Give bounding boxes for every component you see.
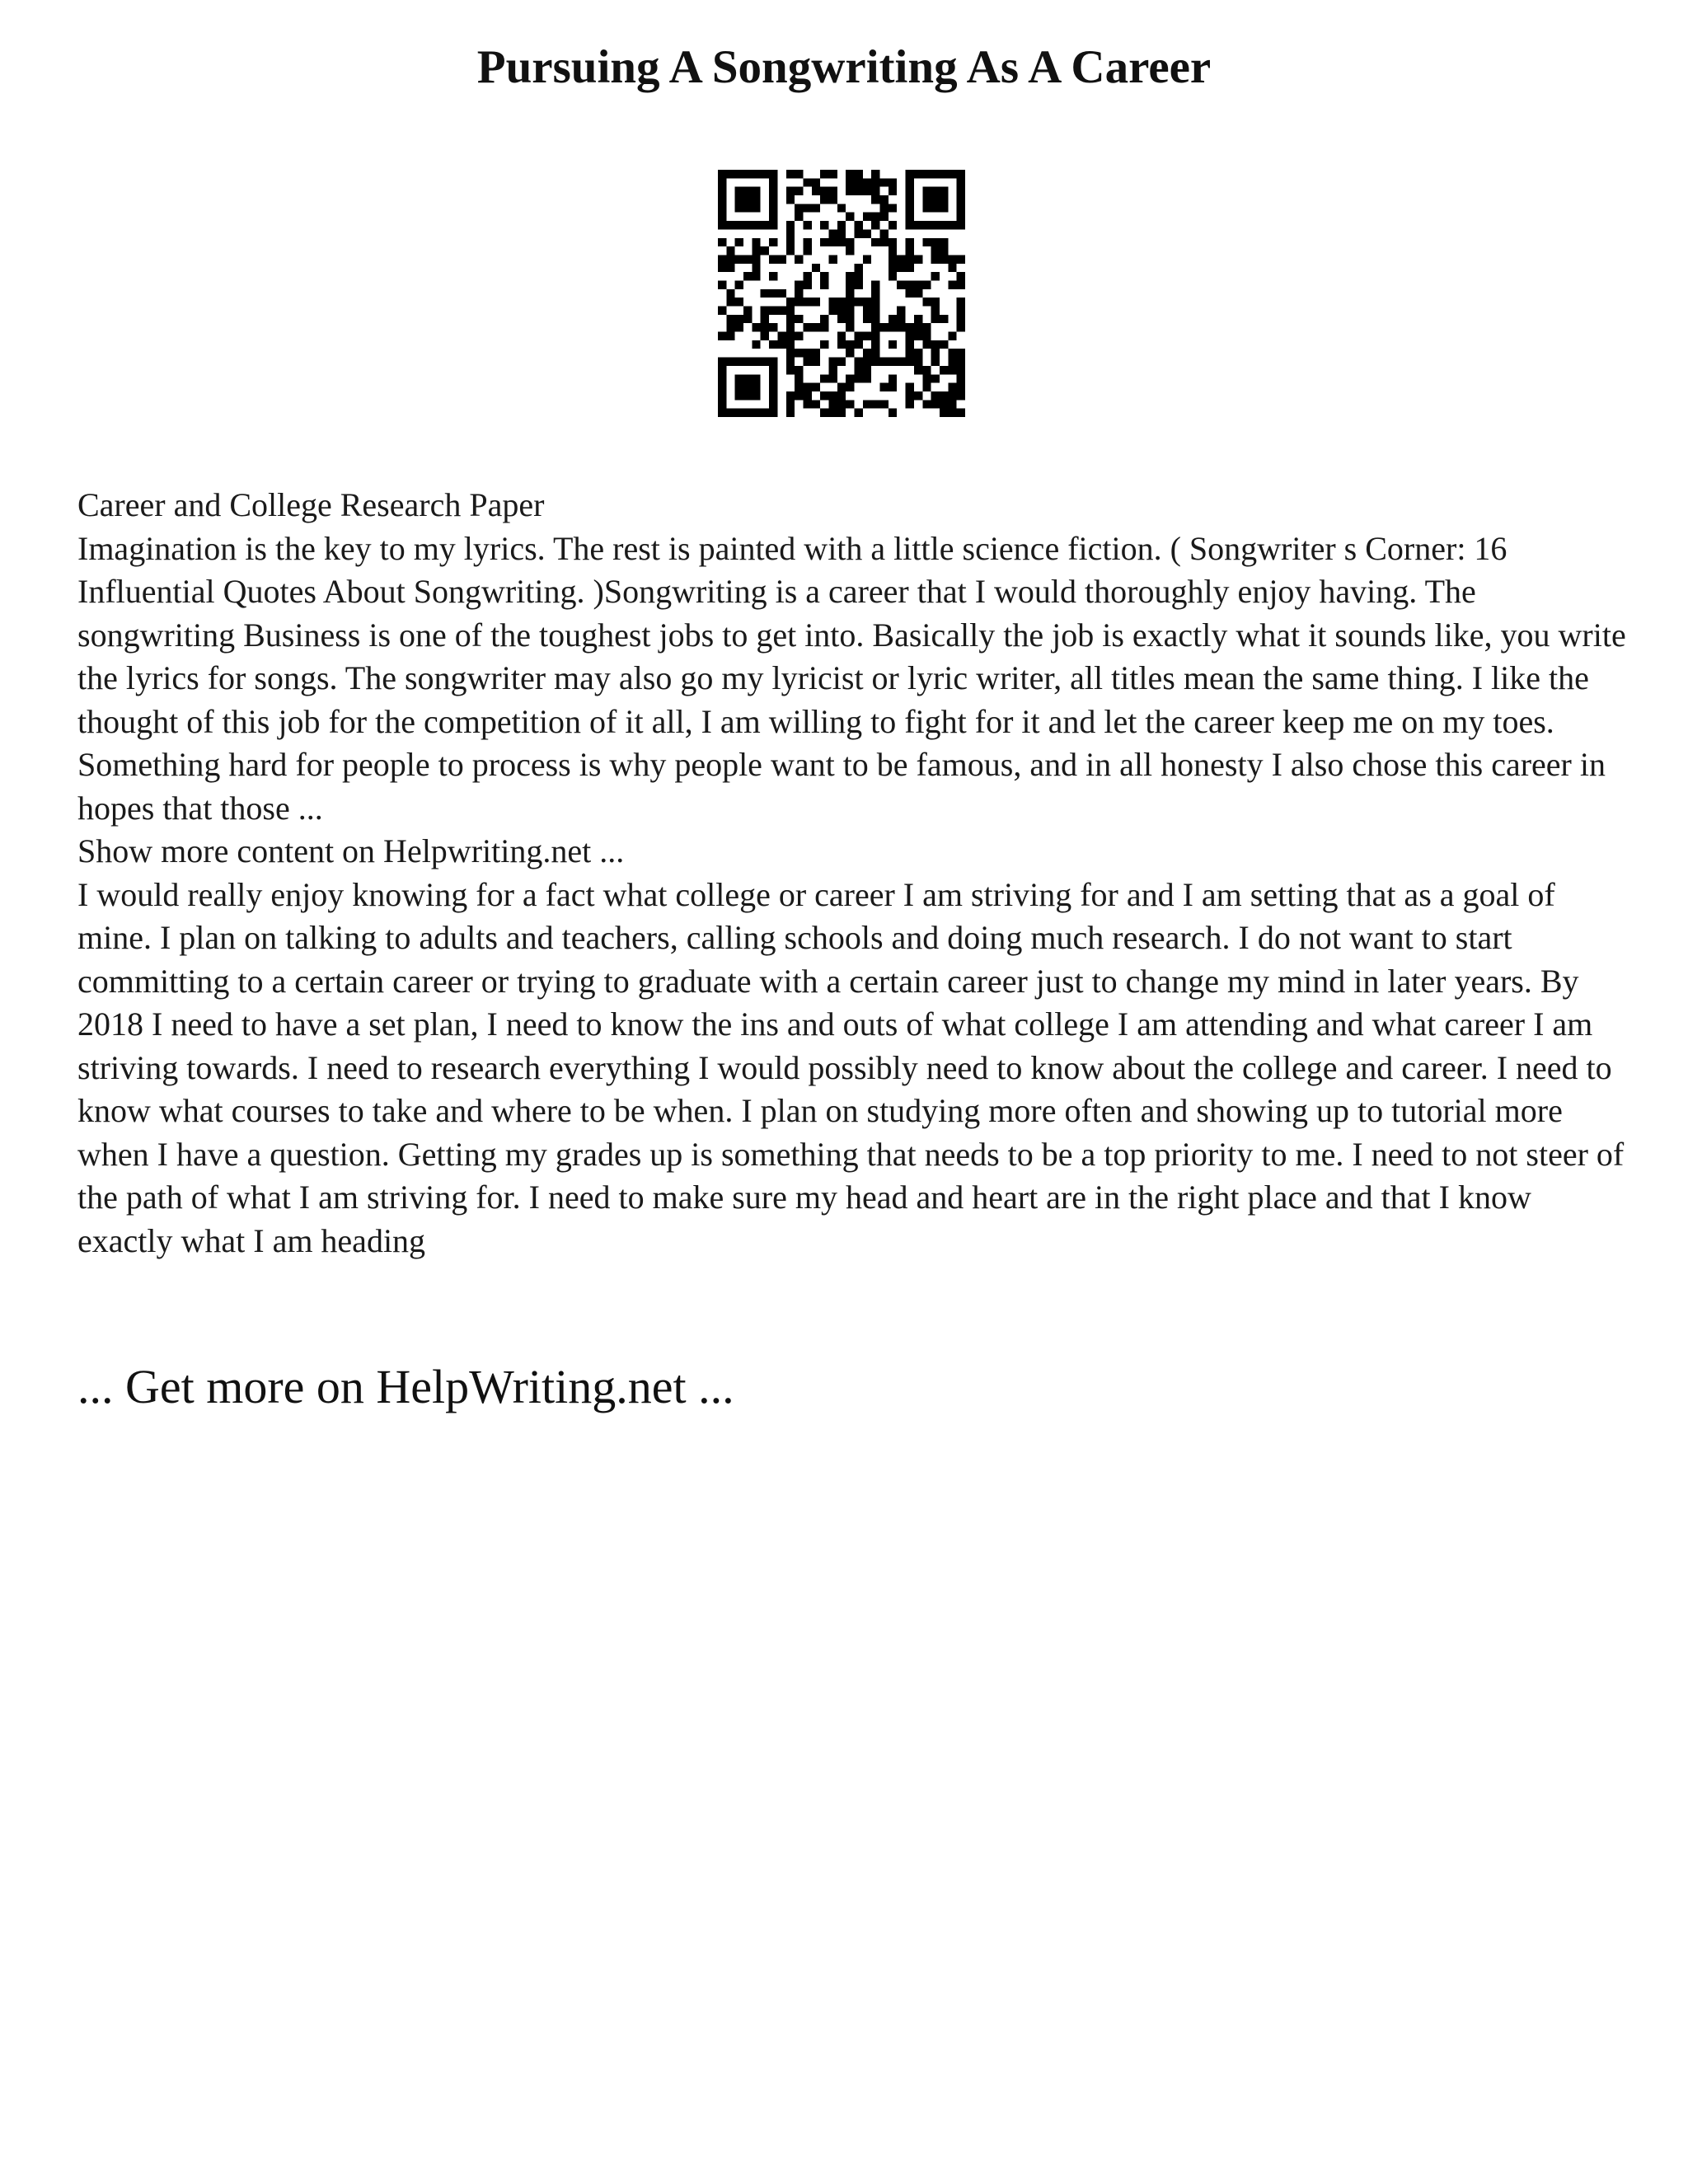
subtitle: Career and College Research Paper (77, 486, 545, 523)
show-more-link[interactable]: Show more content on Helpwriting.net ... (77, 832, 625, 869)
body-text (77, 484, 1627, 1263)
get-more-link[interactable]: ... Get more on HelpWriting.net ... (77, 1360, 734, 1413)
qr-code-icon (718, 170, 965, 417)
paragraph-2: I would really enjoy knowing for a fact what college or career I am striving for and I am setting that as a goal of mine. I plan on talking to adults and teachers, calling schools and doing much research. I do not want to start committing to a certain career or trying to graduate with a certain career just to change my mind in later years. By 2018 I need to have a set plan, I need to know the ins and outs of what college I am attending and what career I am striving towards. I need to research everything I would possibly need to know about the college and career. I need to know what courses to take and where to be when. I plan on studying more often and showing up to tutorial more when I have a question. Getting my grades up is something that needs to be a top priority to me. I need to not steer of the path of what I am striving for. I need to make sure my head and heart are in the right place and that I know exactly what I am heading (77, 875, 1625, 1259)
page-title: Pursuing A Songwriting As A Career (476, 41, 1212, 93)
paragraph-1: Imagination is the key to my lyrics. The rest is painted with a little science fiction. ( Songwriter s Corner: 16 Influential Quotes About Songwriting. )Songwriting is a career that I would thoroughly enjoy having. The songwriting Business is one of the toughest jobs to get into. Basically the job is exactly what it sounds like, you write the lyrics for songs. The songwriter may also go my lyricist or lyric writer, all titles mean the same thing. I like the thought of this job for the competition of it all, I am willing to fight for it and let the career keep me on my toes. Something hard for people to process is why people want to be famous, and in all honesty I also chose this career in hopes that those ... (77, 529, 1626, 827)
